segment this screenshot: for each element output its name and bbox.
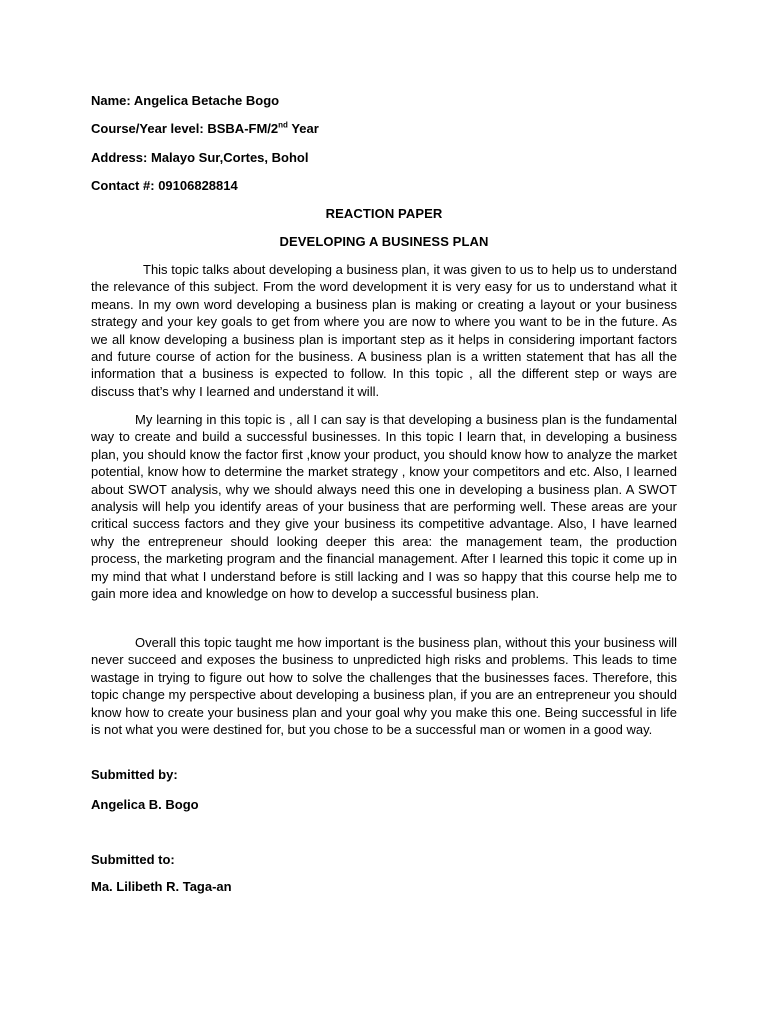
course-sup: nd <box>278 120 288 130</box>
address-line: Address: Malayo Sur,Cortes, Bohol <box>91 150 309 165</box>
paper-type-title: REACTION PAPER <box>325 206 443 221</box>
body-paragraph-2: My learning in this topic is , all I can say is that developing a business plan is the fundamental way to create and build a successful businesses. In this topic I learn that, in developing a business plan, you should know the factor first ,know your product, you should know how to analyze the market potential, know how to determine the market strategy , know your competitors and etc. Also, I learned about SWOT analysis, why we should always need this one in developing a business plan. A SWOT analysis will help you identify areas of your business that are performing well. These areas are your critical success factors and they give your business its competitive advantage. Also, I have learned why the entrepreneur should looking deeper this area: the management team, the production process, the marketing program and the financial management. After I learned this topic it come up in my mind that what I understand before is still lacking and I was so happy that this course help me to gain more idea and knowledge on how to develop a successful business plan. <box>91 412 677 602</box>
name-label: Name <box>91 93 127 108</box>
address-value: Malayo Sur,Cortes, Bohol <box>150 150 309 165</box>
course-line: Course/Year level: BSBA-FM/2nd Year <box>91 120 319 136</box>
address-label: Address <box>91 150 144 165</box>
name-line: Name: Angelica Betache Bogo <box>91 93 280 108</box>
course-label: Course/Year level <box>91 121 200 136</box>
submitted-to-label: Submitted to: <box>91 852 175 867</box>
body-paragraph-1: This topic talks about developing a business plan, it was given to us to help us to understand the relevance of this subject. From the word development it is very easy for us to understand what it means. In my own word developing a business plan is making or creating a layout or your business strategy and your key goals to get from where you are now to where you want to be in the future. As we all know developing a business plan is important step as it helps in considering important factors and future course of action for the business. A business plan is a written statement that has all the information that a business is expected to follow. In this topic , all the different step or ways are discuss that’s why I learned and understand it will. <box>91 262 677 399</box>
course-value: BSBA-FM/2 <box>207 121 279 136</box>
name-value: Angelica Betache Bogo <box>133 93 280 108</box>
course-suffix: Year <box>291 121 319 136</box>
contact-line: Contact #: 09106828814 <box>91 178 238 193</box>
submitted-to-name: Ma. Lilibeth R. Taga-an <box>91 879 232 894</box>
topic-title: DEVELOPING A BUSINESS PLAN <box>279 234 489 249</box>
submitted-by-label: Submitted by: <box>91 767 178 782</box>
contact-label: Contact # <box>91 178 151 193</box>
submitted-by-name: Angelica B. Bogo <box>91 797 199 812</box>
body-paragraph-3: Overall this topic taught me how important is the business plan, without this your business will never succeed and exposes the business to unpredicted high risks and problems. This leads to time wastage in trying to figure out how to solve the challenges that the businesses faces. Therefore, this topic change my perspective about developing a business plan, if you are an entrepreneur you should know how to create your business plan and your goal why you make this one. Being successful in life is not what you were destined for, but you chose to be a successful man or women in a good way. <box>91 635 677 738</box>
contact-value: 09106828814 <box>158 178 238 193</box>
